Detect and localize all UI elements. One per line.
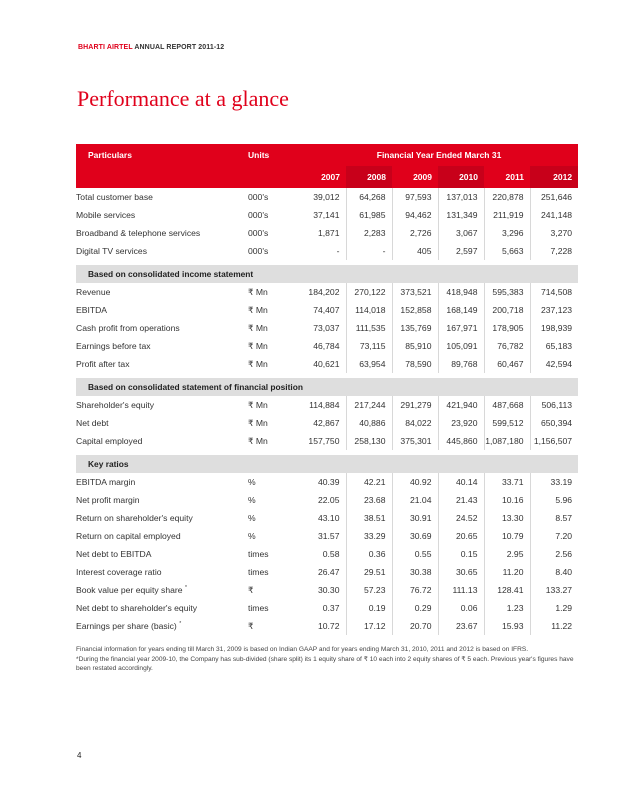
value-cell: 2,726 <box>392 224 438 242</box>
value-cell: 157,750 <box>308 436 340 446</box>
value-cell: 42,867 <box>313 418 340 428</box>
report-header <box>78 44 224 51</box>
year-header: 2009 <box>392 166 438 188</box>
value-cell: 291,279 <box>392 396 438 414</box>
row-unit: % <box>248 477 256 487</box>
row-unit: ₹ Mn <box>248 286 268 297</box>
row-label: Broadband & telephone services <box>76 228 201 238</box>
value-cell: 22.05 <box>317 495 340 505</box>
value-cell: 2.95 <box>484 545 530 563</box>
value-cell: 30.69 <box>392 527 438 545</box>
table-row <box>76 224 578 242</box>
value-cell: 7.20 <box>530 527 578 545</box>
value-cell: 24.52 <box>438 509 484 527</box>
year-header: 2012 <box>530 166 578 188</box>
value-cell: 5.96 <box>530 491 578 509</box>
year-header: 2008 <box>346 166 392 188</box>
table-row <box>76 563 578 581</box>
value-cell: 23,920 <box>438 414 484 432</box>
table-row <box>76 337 578 355</box>
page-title: Performance at a glance <box>77 86 289 111</box>
value-cell: 133.27 <box>530 581 578 599</box>
footnote-share-split: *During the financial year 2009-10, the Company has sub-divided (share split) its 1 equity share of ₹ 10 each into 2 equity shares of ₹ 5 each. Previous year's figures have been restated accordingly. <box>76 655 574 672</box>
value-cell: 217,244 <box>346 396 392 414</box>
row-unit: % <box>248 531 256 541</box>
row-label: Net debt to EBITDA <box>76 549 152 559</box>
value-cell: 11.20 <box>484 563 530 581</box>
table-row <box>76 491 578 509</box>
value-cell: 0.06 <box>438 599 484 617</box>
table-row <box>76 242 578 260</box>
value-cell: 405 <box>392 242 438 260</box>
row-label: Return on shareholder's equity <box>76 513 193 523</box>
header-blank <box>76 166 248 188</box>
row-label: Book value per equity share * <box>76 585 187 595</box>
value-cell: 8.57 <box>530 509 578 527</box>
table-row <box>76 396 578 414</box>
table-body <box>76 473 578 635</box>
value-cell: 78,590 <box>392 355 438 373</box>
row-unit: ₹ <box>248 620 254 631</box>
value-cell: 97,593 <box>392 188 438 206</box>
value-cell: 43.10 <box>317 513 340 523</box>
value-cell: 20.65 <box>438 527 484 545</box>
table-row <box>76 283 578 301</box>
value-cell: 2,283 <box>346 224 392 242</box>
value-cell: 0.36 <box>346 545 392 563</box>
table-row <box>76 355 578 373</box>
row-label: Net debt <box>76 418 109 428</box>
value-cell: 1.23 <box>484 599 530 617</box>
value-cell: 39,012 <box>313 192 340 202</box>
value-cell: 445,860 <box>438 432 484 450</box>
value-cell: 29.51 <box>346 563 392 581</box>
row-unit: % <box>248 495 256 505</box>
value-cell: 167,971 <box>438 319 484 337</box>
value-cell: 30.38 <box>392 563 438 581</box>
row-label: Profit after tax <box>76 359 130 369</box>
row-unit: times <box>248 549 269 559</box>
value-cell: 178,905 <box>484 319 530 337</box>
value-cell: 57.23 <box>346 581 392 599</box>
value-cell: 135,769 <box>392 319 438 337</box>
section-income <box>76 260 578 283</box>
row-unit: ₹ Mn <box>248 304 268 315</box>
value-cell: 2,597 <box>438 242 484 260</box>
value-cell: 198,939 <box>530 319 578 337</box>
table-row <box>76 206 578 224</box>
table-row <box>76 319 578 337</box>
row-label: Interest coverage ratio <box>76 567 162 577</box>
value-cell: 168,149 <box>438 301 484 319</box>
value-cell: 7,228 <box>530 242 578 260</box>
value-cell: 3,067 <box>438 224 484 242</box>
value-cell: 17.12 <box>346 617 392 635</box>
value-cell: 1,156,507 <box>530 432 578 450</box>
row-label: Net profit margin <box>76 495 140 505</box>
section-position <box>76 373 578 396</box>
footnote-basis: Financial information for years ending till March 31, 2009 is based on Indian GAAP and for years ending March 31, 2010, 2011 and 2012 is based on IFRS. <box>76 646 529 653</box>
footnote-marker: * <box>184 585 187 592</box>
row-unit: times <box>248 603 269 613</box>
value-cell: 30.30 <box>317 585 340 595</box>
value-cell: 10.72 <box>317 621 340 631</box>
row-label: Earnings per share (basic) * <box>76 621 182 631</box>
value-cell: 46,784 <box>313 341 340 351</box>
value-cell: 1.29 <box>530 599 578 617</box>
year-header: 2007 <box>300 166 346 188</box>
value-cell: 40,886 <box>346 414 392 432</box>
value-cell: 506,113 <box>530 396 578 414</box>
value-cell: 152,858 <box>392 301 438 319</box>
value-cell: 20.70 <box>392 617 438 635</box>
row-label: Digital TV services <box>76 246 147 256</box>
col-financial-year: Financial Year Ended March 31 <box>300 144 578 166</box>
row-unit: ₹ Mn <box>248 417 268 428</box>
row-unit: 000's <box>248 228 269 238</box>
value-cell: 8.40 <box>530 563 578 581</box>
table-row <box>76 414 578 432</box>
value-cell: 63,954 <box>346 355 392 373</box>
table-row <box>76 581 578 599</box>
table-row <box>76 432 578 450</box>
value-cell: 42,594 <box>530 355 578 373</box>
table-row <box>76 509 578 527</box>
row-label: Mobile services <box>76 210 136 220</box>
value-cell: 23.67 <box>438 617 484 635</box>
value-cell: 487,668 <box>484 396 530 414</box>
row-unit: 000's <box>248 210 269 220</box>
value-cell: 114,018 <box>346 301 392 319</box>
value-cell: 2.56 <box>530 545 578 563</box>
value-cell: 1,871 <box>317 228 340 238</box>
value-cell: 3,270 <box>530 224 578 242</box>
value-cell: 114,884 <box>309 400 340 410</box>
table-year-row <box>76 166 578 188</box>
value-cell: 251,646 <box>530 188 578 206</box>
report-title: ANNUAL REPORT 2011-12 <box>132 44 225 51</box>
value-cell: 373,521 <box>392 283 438 301</box>
value-cell: 64,268 <box>346 188 392 206</box>
value-cell: 33.19 <box>530 473 578 491</box>
value-cell: 15.93 <box>484 617 530 635</box>
value-cell: 0.37 <box>322 603 340 613</box>
row-unit: 000's <box>248 246 269 256</box>
value-cell: 1,087,180 <box>484 432 530 450</box>
value-cell: 84,022 <box>392 414 438 432</box>
row-label: Revenue <box>76 287 111 297</box>
table-row <box>76 527 578 545</box>
value-cell: 89,768 <box>438 355 484 373</box>
value-cell: 94,462 <box>392 206 438 224</box>
value-cell: 30.65 <box>438 563 484 581</box>
row-label: Capital employed <box>76 436 143 446</box>
value-cell: 111.13 <box>438 581 484 599</box>
value-cell: 31.57 <box>317 531 340 541</box>
row-label: EBITDA margin <box>76 477 136 487</box>
table-body <box>76 396 578 450</box>
section-heading: Key ratios <box>76 455 578 473</box>
section-heading: Based on consolidated income statement <box>76 265 578 283</box>
value-cell: 237,123 <box>530 301 578 319</box>
row-unit: ₹ Mn <box>248 358 268 369</box>
table-row <box>76 473 578 491</box>
value-cell: 131,349 <box>438 206 484 224</box>
value-cell: 595,383 <box>484 283 530 301</box>
year-header: 2010 <box>438 166 484 188</box>
value-cell: 21.43 <box>438 491 484 509</box>
table-row <box>76 599 578 617</box>
value-cell: 65,183 <box>530 337 578 355</box>
table-header-row <box>76 144 578 166</box>
row-unit: ₹ Mn <box>248 322 268 333</box>
value-cell: 220,878 <box>484 188 530 206</box>
col-particulars: Particulars <box>76 144 248 166</box>
row-unit: ₹ Mn <box>248 435 268 446</box>
value-cell: 10.16 <box>484 491 530 509</box>
performance-table <box>76 144 578 635</box>
value-cell: - <box>336 246 340 256</box>
value-cell: 40,621 <box>313 359 340 369</box>
value-cell: 40.39 <box>317 477 340 487</box>
table-row <box>76 301 578 319</box>
value-cell: 74,407 <box>313 305 340 315</box>
value-cell: 73,037 <box>313 323 340 333</box>
value-cell: 76,782 <box>484 337 530 355</box>
value-cell: 0.19 <box>346 599 392 617</box>
row-unit: ₹ Mn <box>248 399 268 410</box>
value-cell: 128.41 <box>484 581 530 599</box>
row-label: EBITDA <box>76 305 108 315</box>
value-cell: 13.30 <box>484 509 530 527</box>
value-cell: 23.68 <box>346 491 392 509</box>
value-cell: 10.79 <box>484 527 530 545</box>
value-cell: 0.15 <box>438 545 484 563</box>
value-cell: 714,508 <box>530 283 578 301</box>
value-cell: 11.22 <box>530 617 578 635</box>
value-cell: 85,910 <box>392 337 438 355</box>
value-cell: 184,202 <box>308 287 340 297</box>
value-cell: 0.55 <box>392 545 438 563</box>
section-ratios <box>76 450 578 473</box>
value-cell: 33.71 <box>484 473 530 491</box>
table-row <box>76 188 578 206</box>
value-cell: 30.91 <box>392 509 438 527</box>
value-cell: 33.29 <box>346 527 392 545</box>
year-header: 2011 <box>484 166 530 188</box>
value-cell: 137,013 <box>438 188 484 206</box>
header-blank <box>248 166 300 188</box>
value-cell: 40.14 <box>438 473 484 491</box>
brand-name: BHARTI AIRTEL <box>78 44 133 51</box>
value-cell: 60,467 <box>484 355 530 373</box>
row-label: Shareholder's equity <box>76 400 155 410</box>
value-cell: 241,148 <box>530 206 578 224</box>
value-cell: 5,663 <box>484 242 530 260</box>
row-label: Return on capital employed <box>76 531 181 541</box>
row-label: Cash profit from operations <box>76 323 180 333</box>
col-units: Units <box>248 144 300 166</box>
value-cell: 61,985 <box>346 206 392 224</box>
value-cell: 38.51 <box>346 509 392 527</box>
value-cell: 421,940 <box>438 396 484 414</box>
value-cell: 76.72 <box>392 581 438 599</box>
value-cell: 258,130 <box>346 432 392 450</box>
value-cell: 3,296 <box>484 224 530 242</box>
row-label: Total customer base <box>76 192 153 202</box>
value-cell: 37,141 <box>313 210 340 220</box>
value-cell: 418,948 <box>438 283 484 301</box>
row-unit: % <box>248 513 256 523</box>
table-row <box>76 617 578 635</box>
footnotes <box>76 645 581 674</box>
footnote-marker: * <box>179 621 182 628</box>
value-cell: 0.29 <box>392 599 438 617</box>
value-cell: 73,115 <box>346 337 392 355</box>
value-cell: 40.92 <box>392 473 438 491</box>
row-unit: times <box>248 567 269 577</box>
value-cell: 211,919 <box>484 206 530 224</box>
value-cell: 111,535 <box>346 319 392 337</box>
value-cell: 42.21 <box>346 473 392 491</box>
table-body <box>76 188 578 260</box>
row-unit: ₹ Mn <box>248 340 268 351</box>
row-unit: ₹ <box>248 584 254 595</box>
row-label: Earnings before tax <box>76 341 151 351</box>
value-cell: 375,301 <box>392 432 438 450</box>
table-row <box>76 545 578 563</box>
value-cell: 21.04 <box>392 491 438 509</box>
value-cell: 200,718 <box>484 301 530 319</box>
value-cell: 105,091 <box>438 337 484 355</box>
value-cell: 270,122 <box>346 283 392 301</box>
value-cell: 599,512 <box>484 414 530 432</box>
value-cell: 650,394 <box>530 414 578 432</box>
section-heading: Based on consolidated statement of financial position <box>76 378 578 396</box>
page-number: 4 <box>77 751 82 760</box>
table-body <box>76 283 578 373</box>
value-cell: 26.47 <box>317 567 340 577</box>
row-unit: 000's <box>248 192 269 202</box>
value-cell: - <box>346 242 392 260</box>
row-label: Net debt to shareholder's equity <box>76 603 198 613</box>
value-cell: 0.58 <box>322 549 340 559</box>
